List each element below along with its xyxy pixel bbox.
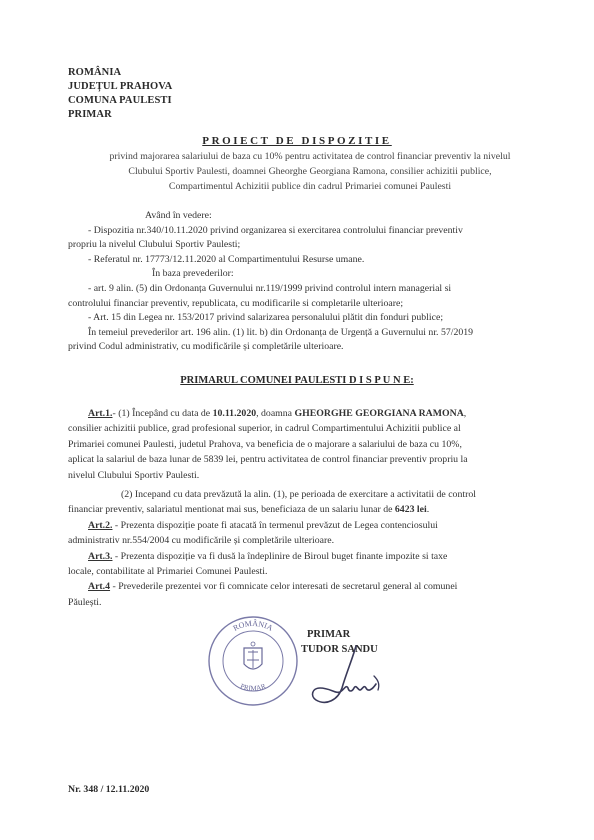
articles xyxy=(68,406,526,610)
preamble-baza: În baza prevederilor: xyxy=(152,268,234,280)
stamp-bottom-text: PRIMAR xyxy=(239,682,267,693)
document-subtitle xyxy=(60,149,560,194)
art1-line: nivelul Clubului Sportiv Paulesti. xyxy=(68,469,200,481)
art2-line: Art.2. - Prezenta dispoziție poate fi atacată în termenul prevăzut de Legea contenciosului xyxy=(88,519,438,531)
preamble-item: - art. 9 alin. (5) din Ordonanța Guvernului nr.119/1999 privind controlul intern managerial si xyxy=(88,282,452,294)
country-header: ROMÂNIA xyxy=(68,67,122,78)
art4-line: Păulești. xyxy=(68,596,102,608)
subtitle-line: Compartimentul Achizitii publice din cadrul Primariei comunei Paulesti xyxy=(168,181,452,192)
art1-line: aplicat la salariul de baza lunar de 5839 lei, pentru activitatea de control financiar preventiv propriu la xyxy=(68,454,468,466)
handwritten-signature xyxy=(286,640,396,720)
subtitle-line: Clubului Sportiv Paulesti, doamnei Gheorghe Georgiana Ramona, consilier achizitii publice, xyxy=(128,166,492,177)
signature-name: TUDOR SANDU xyxy=(301,644,378,655)
preamble-item: controlului financiar preventiv, republicata, cu modificarile si completarile ulterioare; xyxy=(68,297,404,309)
commune-header: COMUNA PAULESTI xyxy=(68,95,172,106)
document-title: PROIECT DE DISPOZITIE xyxy=(202,135,392,147)
art1-line: Art.1.- (1) Începând cu data de 10.11.2020, doamna GHEORGHE GEORGIANA RAMONA, xyxy=(88,408,467,419)
art1-name: GHEORGHE GEORGIANA RAMONA xyxy=(294,408,464,419)
signature-stroke xyxy=(313,646,376,702)
signature-flourish xyxy=(374,676,379,690)
mayor-header: PRIMAR xyxy=(68,109,112,120)
art4-label: Art.4 xyxy=(88,581,111,593)
art1-amount: 6423 lei xyxy=(394,504,427,516)
crown-icon xyxy=(251,642,255,646)
preamble-item: - Art. 15 din Legea nr. 153/2017 privind salarizarea personalului plătit din fonduri publice; xyxy=(88,312,444,324)
preamble-item: - Dispozitia nr.340/10.11.2020 privind organizarea si exercitarea controlului financiar preventiv xyxy=(88,224,463,236)
art1-label: Art.1. xyxy=(88,408,113,419)
art2-line: administrativ nr.554/2004 cu modificările și completările ulterioare. xyxy=(68,535,335,547)
subtitle-line: privind majorarea salariului de baza cu 10% pentru activitatea de control financiar preventiv la nivelul xyxy=(109,151,511,162)
art1-line: Primariei comunei Paulesti, judetul Prahova, va beneficia de o majorare a salariului de baza cu 10%, xyxy=(68,438,462,450)
art1-date: 10.11.2020 xyxy=(212,408,257,419)
art1-para2-line: (2) Incepand cu data prevăzută la alin. (1), pe perioada de exercitare a activitatii de control xyxy=(121,489,476,501)
art3-label: Art.3. xyxy=(88,550,113,562)
art3-line: locale, contabilitate al Primariei Comunei Paulesti. xyxy=(68,566,268,578)
stamp-top-text: ROMÂNIA xyxy=(231,618,275,633)
document-number: Nr. 348 / 12.11.2020 xyxy=(68,784,150,795)
preamble xyxy=(68,209,526,355)
signature-title: PRIMAR xyxy=(307,629,351,640)
preamble-temei: privind Codul administrativ, cu modificările și completările ulterioare. xyxy=(68,341,344,353)
art1-para2-line: financiar preventiv, salariatul mentionat mai sus, beneficiaza de un salariu lunar de 6423 lei. xyxy=(68,504,430,516)
art3-line: Art.3. - Prezenta dispoziție va fi dusă la îndeplinire de Biroul buget finante impozite si taxe xyxy=(88,550,448,562)
preamble-avand: Având în vedere: xyxy=(145,210,212,221)
preamble-item: - Referatul nr. 17773/12.11.2020 al Compartimentului Resurse umane. xyxy=(88,253,365,265)
art2-label: Art.2. xyxy=(88,519,113,531)
art1-line: consilier achizitii publice, grad profesional superior, in cadrul Compartimentului Achizitii publice al xyxy=(68,423,461,435)
coat-of-arms-detail xyxy=(247,650,259,668)
section-title: PRIMARUL COMUNEI PAULESTI D I S P U N E: xyxy=(180,375,414,386)
preamble-temei: În temeiul prevederilor art. 196 alin. (1) lit. b) din Ordonanța de Urgență a Guvernului nr. 57/2019 xyxy=(88,326,474,338)
county-header: JUDEȚUL PRAHOVA xyxy=(68,81,173,92)
art4-line: Art.4 - Prevederile prezentei vor fi comnicate celor interesati de secretarul general al comunei xyxy=(88,581,458,593)
preamble-item: propriu la nivelul Clubului Sportiv Paulesti; xyxy=(68,239,241,251)
